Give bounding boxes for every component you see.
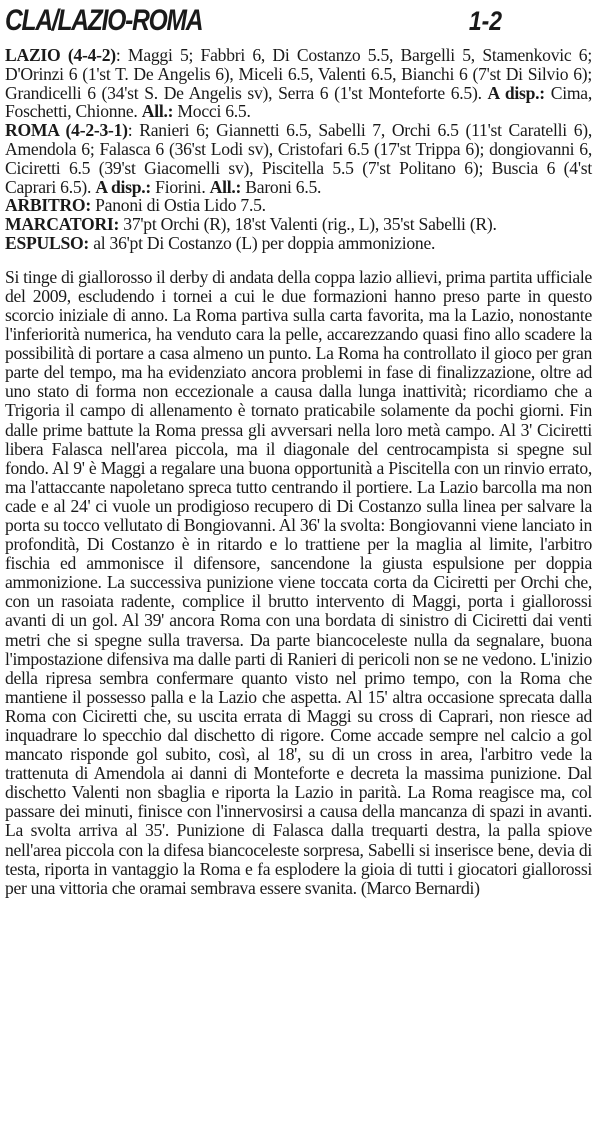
match-title: CLA/LAZIO-ROMA [5,4,203,37]
match-header [5,6,592,36]
referee-label: ARBITRO: [5,195,91,216]
roma-bench: Fiorini. [151,176,210,197]
lazio-bench: Cima, Foschetti, Chionne. [5,82,593,122]
expelled-line [5,234,592,253]
scorers-line [5,215,592,234]
article-text: Si tinge di giallorosso il derby di andata della coppa lazio allievi, prima partita ufficiale del 2009, escludendo i tornei a cui le due formazioni hanno preso parte in questo scorcio iniziale di anno. La Roma partiva sulla carta favorita, ma la Lazio, nonostante l'inferiorità numerica, ha venduto cara la pelle, accarezzando quasi fino allo scadere la possibilità di portare a casa almeno un punto. La Roma ha controllato il gioco per gran parte del tempo, ma ha evidenziato ancora problemi in fase di finalizzazione, oltre ad uno stato di forma non eccezionale a causa dalla lunga inattività; ricordiamo che a Trigoria il campo di allenamento è tornato praticabile solamente da pochi giorni. Fin dalle prime battute la Roma pressa gli avversari nella loro metà campo. Al 3' Ciciretti libera Falasca nell'area piccola, ma il diagonale del centrocampista si spegne sul fondo. Al 9' è Maggi a regalare una buona opportunità a Piscitella con un rinvio errato, ma l'attaccante napoletano spreca tutto centrando il portiere. La Lazio barcolla ma non cade e al 24' ci vuole un prodigioso recupero di Di Costanzo sulla linea per salvare la porta su tocco vellutato di Bongiovanni. Al 36' la svolta: Bongiovanni viene lanciato in profondità, Di Costanzo è in ritardo e lo trattiene per la maglia al limite, l'arbitro fischia ed ammonisce il difensore, sancendone la giusta espulsione per doppia ammonizione. La successiva punizione viene toccata corta da Ciciretti per Orchi che, con un rasoiata radente, complice il brutto intervento di Maggi, porta i giallorossi avanti di un gol. Al 39' ancora Roma con una bordata di sinistro di Ciciretti dai venti metri che si spegne sulla traversa. Da parte biancoceleste nulla da segnalare, buona l'impostazione difensiva ma dalle parti di Ranieri di pericoli non se ne vedono. L'inizio della ripresa sembra confermare quanto visto nel primo tempo, con la Roma che mantiene il possesso palla e la Lazio che aspetta. Al 15' altra occasione sprecata dalla Roma con Ciciretti che, su uscita errata di Maggi su cross di Caprari, non riesce ad inquadrare lo specchio dal dischetto di rigore. Come accade sempre nel calcio a gol mancato risponde gol subito, così, al 18', su di un cross in area, l'arbitro vede la trattenuta di Amendola ai danni di Monteforte e decreta la massima punizione. Dal dischetto Valenti non sbaglia e riporta la Lazio in parità. La Roma reagisce ma, col passare dei minuti, finisce con l'innervosirsi a causa della mancanza di spazi in avanti. La svolta arriva al 35'. Punizione di Falasca dalla trequarti destra, la palla spiove nell'area piccola con la difesa biancoceleste sorpresa, Sabelli si inserisce bene, devia di testa, riporta in vantaggio la Roma e fa esplodere la gioia di tutti i giocatori giallorossi per una vittoria che oramai sembrava essere svanita. (Marco Bernardi) [5,266,592,898]
roma-coach-label: All.: [209,176,242,197]
scorers-value: 37'pt Orchi (R), 18'st Valenti (rig., L), 35'st Sabelli (R). [119,214,497,235]
roma-players: : Ranieri 6; Giannetti 6.5, Sabelli 7, Orchi 6.5 (11'st Caratelli 6), Amendola 6; Falasca 6 (36'st Lodi sv), Cristofari 6.5 (17'st Trippa 6); dongiovanni 6, Ciciretti 6.5 (39'st Giacomelli sv), Piscitella 5.5 (7'st Politano 6); Buscia 6 (4'st Caprari 6.5). [5,120,592,197]
roma-coach: Baroni 6.5. [241,176,322,197]
expelled-value: al 36'pt Di Costanzo (L) per doppia ammonizione. [89,232,436,253]
referee-value: Panoni di Ostia Lido 7.5. [90,195,266,216]
lazio-lineup [5,46,592,121]
referee-line [5,196,592,215]
lazio-bench-label: A disp.: [487,82,545,103]
match-score: 1-2 [468,6,502,36]
article-body [5,268,592,898]
lazio-players: : Maggi 5; Fabbri 6, Di Costanzo 5.5, Bargelli 5, Stamenkovic 6; D'Orinzi 6 (1'st T. De Angelis 6), Miceli 6.5, Valenti 6.5, Bianchi 6 (7'st Di Silvio 6); Grandicelli 6 (34'st S. De Angelis sv), Serra 6 (1'st Monteforte 6.5). [5,45,592,103]
match-sheet [5,46,592,253]
roma-lineup [5,121,592,196]
lazio-coach: Mocci 6.5. [173,101,251,122]
lazio-label: LAZIO (4-4-2) [5,45,116,65]
scorers-label: MARCATORI: [5,214,120,235]
lazio-coach-label: All.: [141,101,174,122]
roma-label: ROMA (4-2-3-1) [5,120,128,141]
expelled-label: ESPULSO: [5,232,90,253]
roma-bench-label: A disp.: [95,176,152,197]
